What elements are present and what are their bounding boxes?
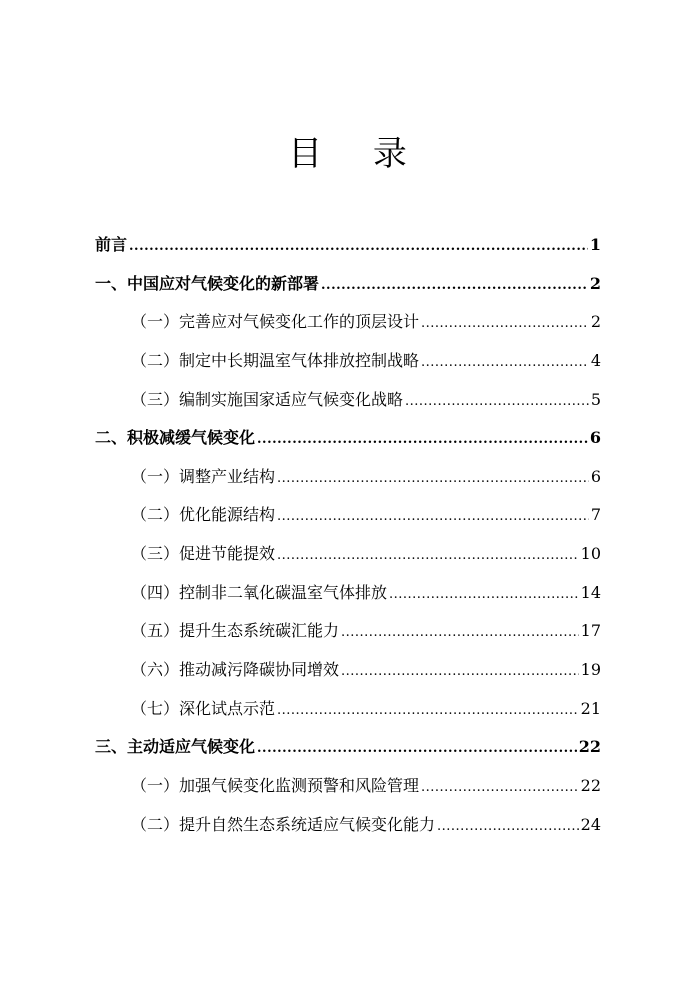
toc-entry-section-1-1[interactable] xyxy=(95,303,601,342)
toc-entry-section-1[interactable] xyxy=(95,265,601,304)
toc-entry-label: （一）加强气候变化监测预警和风险管理 xyxy=(131,775,420,795)
toc-dot-leader xyxy=(421,344,589,383)
page-title: 目 录 xyxy=(288,134,427,174)
toc-entry-section-2-1[interactable] xyxy=(95,458,601,497)
toc-entry-preface[interactable] xyxy=(95,226,601,265)
toc-entry-label: （六）推动减污降碳协同增效 xyxy=(131,660,340,680)
toc-dot-leader xyxy=(277,498,589,537)
toc-page-number: 2 xyxy=(590,312,601,332)
toc-entry-label: （七）深化试点示范 xyxy=(131,698,276,718)
toc-entry-section-2-3[interactable] xyxy=(95,535,601,574)
toc-entry-section-2-6[interactable] xyxy=(95,651,601,690)
toc-entry-section-2-4[interactable] xyxy=(95,574,601,613)
toc-entry-label: （一）完善应对气候变化工作的顶层设计 xyxy=(131,312,420,332)
toc-dot-leader xyxy=(277,460,589,499)
toc-dot-leader xyxy=(341,614,579,653)
toc-entry-label: （五）提升生态系统碳汇能力 xyxy=(131,621,340,641)
toc-entry-label: 前言 xyxy=(95,235,128,254)
toc-dot-leader xyxy=(321,267,588,306)
toc-entry-label: 二、积极减缓气候变化 xyxy=(95,428,256,448)
toc-page-number: 4 xyxy=(590,350,601,370)
toc-entry-section-2-2[interactable] xyxy=(95,496,601,535)
toc-dot-leader xyxy=(257,421,588,460)
toc-page-number: 22 xyxy=(580,775,601,795)
toc-dot-leader xyxy=(437,808,579,847)
toc-page-number: 5 xyxy=(590,389,601,409)
toc-entry-section-2-5[interactable] xyxy=(95,612,601,651)
toc-page-number: 22 xyxy=(578,737,601,757)
toc-page-number: 2 xyxy=(589,273,601,293)
toc-entry-label: 三、主动适应气候变化 xyxy=(95,737,256,757)
toc-dot-leader xyxy=(277,692,579,731)
toc-entry-label: （三）编制实施国家适应气候变化战略 xyxy=(131,389,404,409)
toc-dot-leader xyxy=(341,653,579,692)
toc-entry-label: （三）促进节能提效 xyxy=(131,544,276,564)
toc-page-number: 14 xyxy=(580,582,601,602)
toc-entry-label: （二）提升自然生态系统适应气候变化能力 xyxy=(131,814,436,834)
toc-page-number: 6 xyxy=(590,466,601,486)
toc-entry-label: 一、中国应对气候变化的新部署 xyxy=(95,273,320,293)
toc-entry-section-3-2[interactable] xyxy=(95,806,601,845)
toc-dot-leader xyxy=(129,228,588,267)
toc-entry-section-1-2[interactable] xyxy=(95,342,601,381)
toc-page-number: 24 xyxy=(580,814,601,834)
toc-entry-section-3-1[interactable] xyxy=(95,767,601,806)
toc-entry-label: （二）优化能源结构 xyxy=(131,505,276,525)
toc-page-number: 17 xyxy=(580,621,601,641)
toc-entry-label: （一）调整产业结构 xyxy=(131,466,276,486)
toc-entry-label: （四）控制非二氧化碳温室气体排放 xyxy=(131,582,388,602)
toc-entry-section-1-3[interactable] xyxy=(95,381,601,420)
toc-dot-leader xyxy=(405,383,589,422)
toc-dot-leader xyxy=(421,769,579,808)
toc-dot-leader xyxy=(257,730,577,769)
toc-entry-label: （二）制定中长期温室气体排放控制战略 xyxy=(131,350,420,370)
table-of-contents xyxy=(95,226,601,844)
toc-entry-section-3[interactable] xyxy=(95,728,601,767)
toc-dot-leader xyxy=(421,305,589,344)
toc-page-number: 10 xyxy=(580,544,601,564)
toc-page-number: 21 xyxy=(580,698,601,718)
toc-dot-leader xyxy=(277,537,579,576)
toc-page-number: 6 xyxy=(589,428,601,448)
toc-entry-section-2-7[interactable] xyxy=(95,690,601,729)
toc-page-number: 7 xyxy=(590,505,601,525)
toc-page-number: 1 xyxy=(589,235,601,254)
toc-entry-section-2[interactable] xyxy=(95,419,601,458)
toc-page-number: 19 xyxy=(580,660,601,680)
toc-dot-leader xyxy=(389,576,579,615)
